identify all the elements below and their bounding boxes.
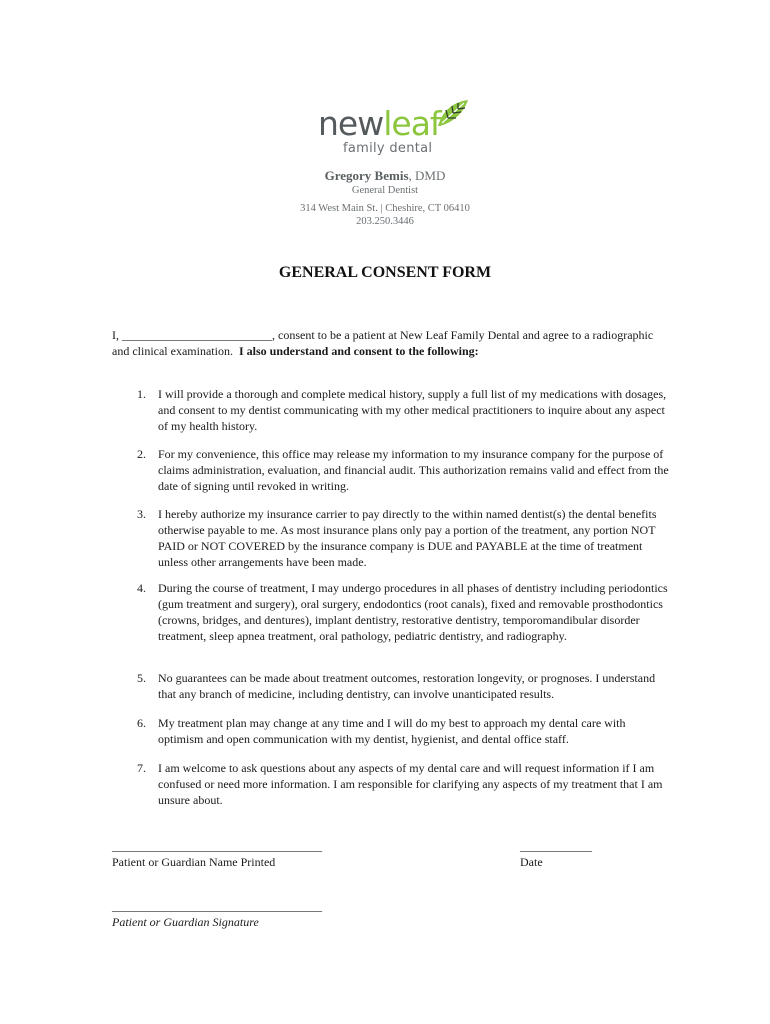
list-item <box>112 580 672 670</box>
signature-block <box>112 898 322 930</box>
item-text: For my convenience, this office may release my information to my insurance company for the purpose of claims administration, evaluation, and financial audit. This authorization remains valid and effect from the date of signing until revoked in writing. <box>158 447 669 493</box>
date-block <box>520 838 592 870</box>
doctor-suffix: , DMD <box>408 168 446 183</box>
logo-wordmark <box>318 104 441 143</box>
doctor-name <box>0 168 770 184</box>
item-number: 4. <box>137 581 146 595</box>
form-title: GENERAL CONSENT FORM <box>278 264 492 281</box>
intro-text: I, _________________________, consent to be a patient at New Leaf Family Dental and agree to a radiographic and clinical examination. <box>112 328 654 358</box>
item-number: 1. <box>137 387 146 401</box>
list-item <box>112 760 672 820</box>
item-text: No guarantees can be made about treatment outcomes, restoration longevity, or prognoses. I understand that any branch of medicine, including dentistry, can involve unanticipated results. <box>158 671 656 701</box>
item-text: I am welcome to ask questions about any aspects of my dental care and will request information if I am confused or need more information. I am responsible for clarifying any aspects of my treatment that I am unsure about. <box>158 761 663 807</box>
date-label: Date <box>520 855 543 869</box>
printed-name-block <box>112 838 322 870</box>
list-item <box>112 670 672 715</box>
signature-label: Patient or Guardian Signature <box>112 915 259 929</box>
item-number: 6. <box>137 716 146 730</box>
doctor-name-bold: Gregory Bemis <box>324 168 409 183</box>
list-item <box>112 506 672 580</box>
item-text: During the course of treatment, I may undergo procedures in all phases of dentistry including periodontics (gum treatment and surgery), oral surgery, endodontics (root canals), fixed and removable prosthodontics (crowns, bridges, and dentures), implant dentistry, restorative dentistry, temporomandibular disorder treatment, sleep apnea treatment, oral pathology, pediatric dentistry, and radiography. <box>158 581 668 643</box>
logo-subtitle: family dental <box>343 141 433 156</box>
consent-intro <box>112 327 672 359</box>
date-line[interactable]: ____________ <box>520 839 592 853</box>
list-item <box>112 386 672 446</box>
newleaf-logo <box>0 100 770 156</box>
printed-name-label: Patient or Guardian Name Printed <box>112 855 276 869</box>
item-number: 7. <box>137 761 146 775</box>
list-item <box>112 446 672 506</box>
item-number: 3. <box>137 507 146 521</box>
intro-bold: I also understand and consent to the following: <box>238 344 479 358</box>
logo-leaf-text: leaf <box>383 104 441 143</box>
item-number: 2. <box>137 447 146 461</box>
consent-items-list <box>112 386 672 820</box>
office-phone: 203.250.3446 <box>356 216 414 227</box>
item-text: I will provide a thorough and complete medical history, supply a full list of my medications with dosages, and consent to my dentist communicating with my other medical practitioners to inquire about any aspect of my health history. <box>158 387 667 433</box>
item-number: 5. <box>137 671 146 685</box>
printed-name-line[interactable]: ___________________________________ <box>112 839 322 853</box>
item-text: My treatment plan may change at any time and I will do my best to approach my dental care with optimism and open communication with my dentist, hygienist, and dental office staff. <box>158 716 626 746</box>
leaf-icon <box>436 98 470 128</box>
office-address: 314 West Main St. | Cheshire, CT 06410 <box>300 203 470 214</box>
doctor-role: General Dentist <box>351 185 419 196</box>
list-item <box>112 715 672 760</box>
signature-line[interactable]: ___________________________________ <box>112 899 322 913</box>
logo-new-text: new <box>318 104 384 143</box>
letterhead <box>0 100 770 228</box>
item-text: I hereby authorize my insurance carrier to pay directly to the within named dentist(s) the dental benefits otherwise payable to me. As most insurance plans only pay a portion of the treatment, any portion NOT PAID or NOT COVERED by the insurance company is DUE and PAYABLE at the time of treatment unless other arrangements have been made. <box>158 507 657 569</box>
